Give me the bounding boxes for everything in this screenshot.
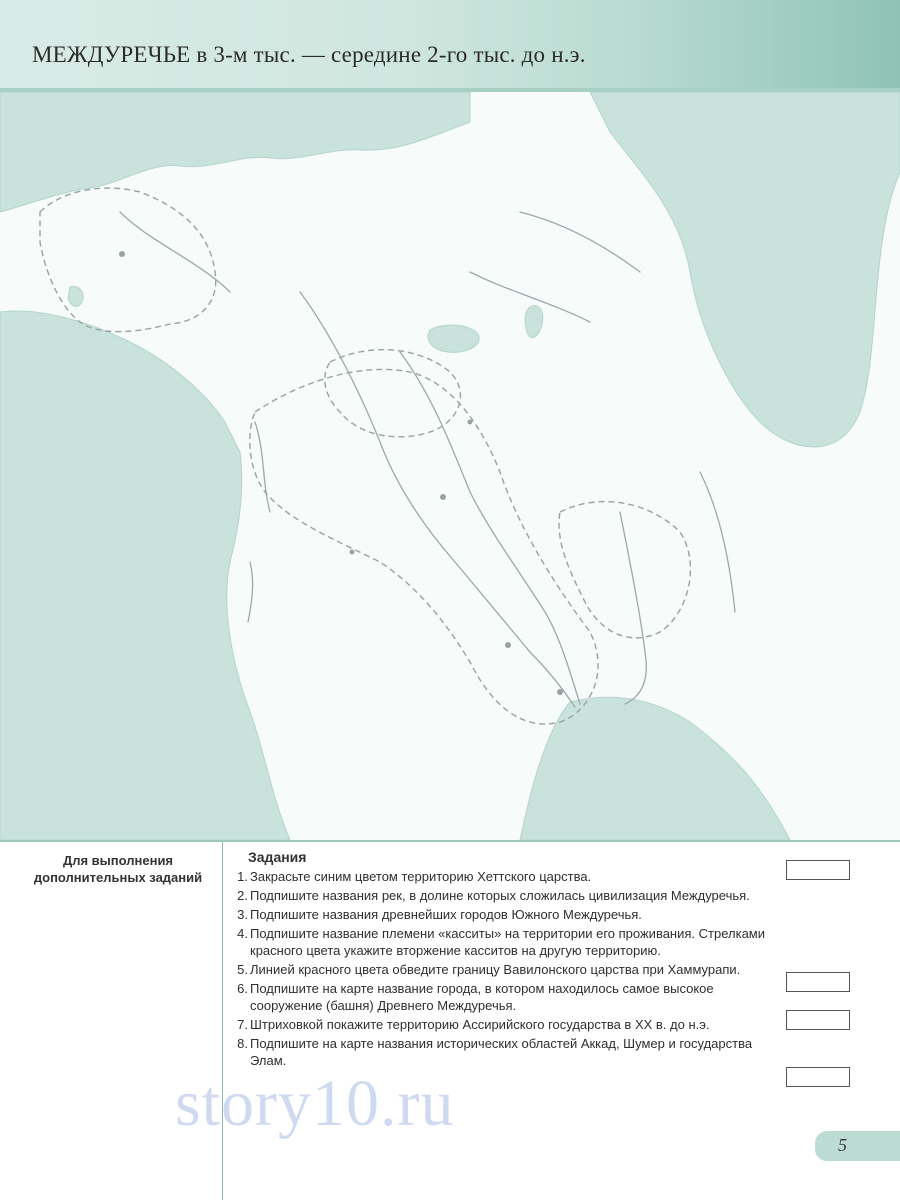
task-list [230, 868, 782, 1071]
city-marker-ashur [440, 494, 446, 500]
task-item-7: 7. Штриховкой покажите территорию Ассирийского государства в XX в. до н.э. [237, 1017, 710, 1032]
lake-tuz [68, 286, 83, 306]
city-marker-mari [350, 550, 355, 555]
answer-box-7[interactable] [786, 1067, 850, 1087]
task-text: Подпишите на карте название города, в котором находилось самое высокое сооружение (башня) Древнего Междуречья. [250, 981, 714, 1013]
task-item-2: 2. Подпишите названия рек, в долине которых сложилась цивилизация Междуречья. [237, 888, 750, 903]
watermark: story10.ru [175, 1067, 455, 1140]
extra-tasks-label: Для выполнения дополнительных заданий [33, 853, 203, 885]
task-text: Закрасьте синим цветом территорию Хеттского царства. [250, 869, 592, 884]
city-marker-hattusa [119, 251, 125, 257]
city-marker-ur [557, 689, 563, 695]
tasks-heading: Задания [248, 849, 307, 865]
task-item-8: 8. Подпишите на карте названия исторических областей Аккад, Шумер и государства Элам. [237, 1036, 753, 1068]
task-text: Штриховкой покажите территорию Ассирийского государства в XX в. до н.э. [250, 1017, 710, 1032]
contour-map [0, 92, 900, 840]
lake-van [428, 325, 479, 352]
task-item-1: 1. Закрасьте синим цветом территорию Хеттского царства. [237, 869, 592, 884]
answer-box-1[interactable] [786, 860, 850, 880]
task-item-4: 4. Подпишите название племени «касситы» на территории его проживания. Стрелками красного цвета укажите вторжение касситов на другую территорию. [237, 926, 765, 958]
city-marker-nineveh [468, 420, 473, 425]
task-text: Линией красного цвета обведите границу Вавилонского царства при Хаммурапи. [250, 962, 741, 977]
page-number: 5 [838, 1135, 847, 1155]
task-item-3: 3. Подпишите названия древнейших городов Южного Междуречья. [237, 907, 642, 922]
answer-box-4[interactable] [786, 972, 850, 992]
task-item-5: 5. Линией красного цвета обведите границу Вавилонского царства при Хаммурапи. [237, 962, 741, 977]
answer-box-5[interactable] [786, 1010, 850, 1030]
header-rule [0, 88, 900, 92]
task-text: Подпишите названия рек, в долине которых сложилась цивилизация Междуречья. [250, 888, 750, 903]
task-text: Подпишите на карте названия исторических областей Аккад, Шумер и государства Элам. [250, 1036, 753, 1068]
city-marker-babylon [505, 642, 511, 648]
page-number-tab [815, 1131, 900, 1161]
task-text: Подпишите названия древнейших городов Южного Междуречья. [250, 907, 642, 922]
task-text: Подпишите название племени «касситы» на территории его проживания. Стрелками красного цвета укажите вторжение касситов на другую территорию. [250, 926, 765, 958]
column-divider [222, 842, 223, 1200]
task-item-6: 6. Подпишите на карте название города, в котором находилось самое высокое сооружение (башня) Древнего Междуречья. [237, 981, 714, 1013]
page-title: МЕЖДУРЕЧЬЕ в 3-м тыс. — середине 2-го тыс. до н.э. [32, 42, 586, 67]
tasks-top-rule [0, 840, 900, 842]
